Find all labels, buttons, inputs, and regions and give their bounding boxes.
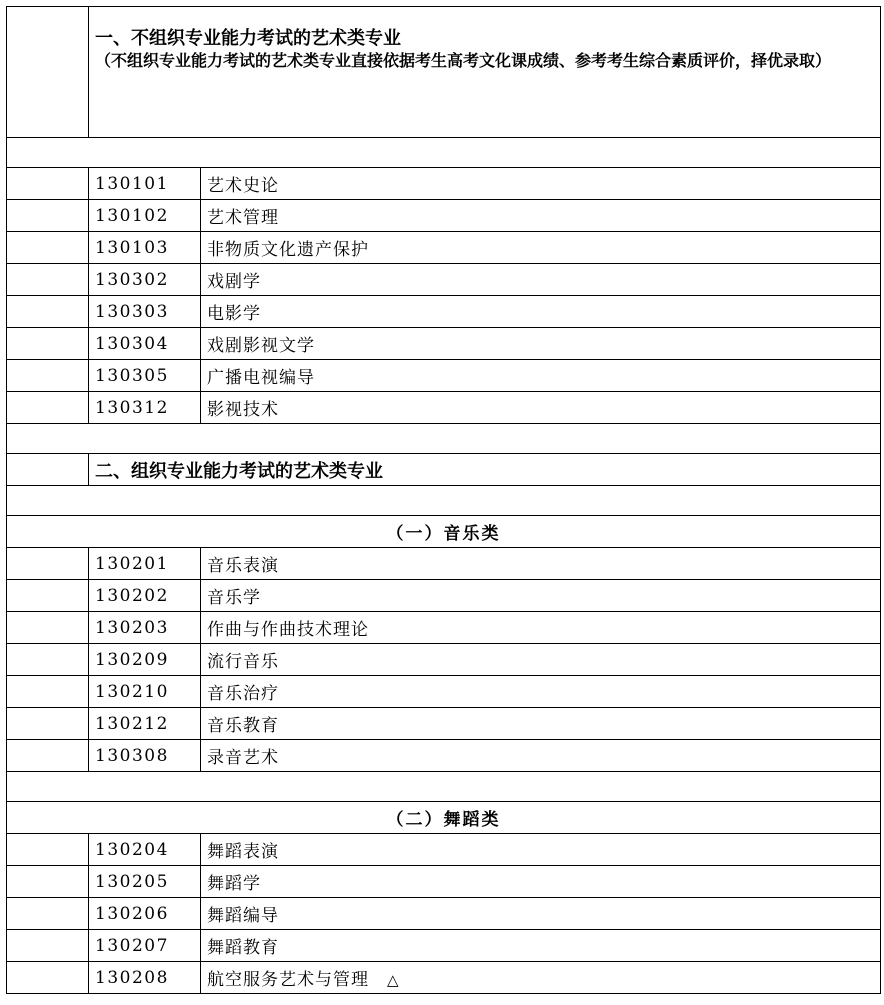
- section2-title: 二、组织专业能力考试的艺术类专业: [89, 454, 881, 486]
- empty-cell: [7, 232, 89, 264]
- empty-cell: [7, 264, 89, 296]
- empty-cell: [7, 708, 89, 740]
- blank-row: [7, 772, 881, 802]
- empty-cell: [7, 580, 89, 612]
- blank-row: [7, 138, 881, 168]
- blank-row: [7, 424, 881, 454]
- section1-heading: [89, 7, 881, 138]
- major-name-cell: [201, 200, 881, 232]
- major-code: 130206: [89, 898, 201, 930]
- major-code: 130208: [89, 962, 201, 994]
- major-name: 舞蹈教育: [207, 938, 279, 958]
- dance-heading-row: [7, 802, 881, 834]
- major-name-cell: [201, 168, 881, 200]
- major-code: 130101: [89, 168, 201, 200]
- major-code: 130102: [89, 200, 201, 232]
- major-name: 舞蹈表演: [207, 842, 279, 862]
- empty-cell: [7, 834, 89, 866]
- major-name-cell: [201, 232, 881, 264]
- major-name: 音乐教育: [207, 716, 279, 736]
- empty-cell: [7, 548, 89, 580]
- major-code: 130103: [89, 232, 201, 264]
- table-row: [7, 834, 881, 866]
- major-name-cell: [201, 834, 881, 866]
- empty-cell: [7, 200, 89, 232]
- major-code: 130202: [89, 580, 201, 612]
- dance-category-title: （二）舞蹈类: [7, 802, 881, 834]
- major-code: 130201: [89, 548, 201, 580]
- major-name-cell: [201, 866, 881, 898]
- major-name-cell: [201, 580, 881, 612]
- major-name: 影视技术: [207, 400, 279, 420]
- major-name-cell: [201, 930, 881, 962]
- table-row: [7, 168, 881, 200]
- major-code: 130203: [89, 612, 201, 644]
- blank-cell: [7, 772, 881, 802]
- major-name: 舞蹈学: [207, 874, 261, 894]
- major-code: 130308: [89, 740, 201, 772]
- empty-cell: [7, 930, 89, 962]
- major-name: 航空服务艺术与管理: [207, 970, 369, 990]
- blank-cell: [7, 138, 881, 168]
- major-code: 130204: [89, 834, 201, 866]
- table-body: [7, 7, 881, 994]
- table-row: [7, 200, 881, 232]
- empty-cell: [7, 740, 89, 772]
- major-name: 非物质文化遗产保护: [207, 240, 369, 260]
- triangle-mark-icon: △: [387, 971, 400, 989]
- table-row: [7, 392, 881, 424]
- empty-cell: [7, 360, 89, 392]
- empty-cell: [7, 7, 89, 138]
- major-name: 艺术管理: [207, 208, 279, 228]
- empty-cell: [7, 168, 89, 200]
- major-name-cell: [201, 740, 881, 772]
- table-row: [7, 612, 881, 644]
- table-row: [7, 930, 881, 962]
- table-row: [7, 548, 881, 580]
- music-category-title: （一）音乐类: [7, 516, 881, 548]
- empty-cell: [7, 454, 89, 486]
- section1-title: 一、不组织专业能力考试的艺术类专业: [95, 28, 401, 49]
- table-row: [7, 708, 881, 740]
- empty-cell: [7, 296, 89, 328]
- major-name: 舞蹈编导: [207, 906, 279, 926]
- major-name: 音乐治疗: [207, 684, 279, 704]
- table-row: [7, 296, 881, 328]
- major-name: 艺术史论: [207, 176, 279, 196]
- major-code: 130305: [89, 360, 201, 392]
- empty-cell: [7, 962, 89, 994]
- table-row: [7, 898, 881, 930]
- empty-cell: [7, 676, 89, 708]
- major-name-cell: [201, 676, 881, 708]
- table-row: [7, 264, 881, 296]
- major-name: 音乐学: [207, 588, 261, 608]
- major-code: 130302: [89, 264, 201, 296]
- section2-heading-row: [7, 454, 881, 486]
- major-name: 录音艺术: [207, 748, 279, 768]
- major-catalog-table: [6, 6, 881, 994]
- major-code: 130212: [89, 708, 201, 740]
- blank-cell: [7, 486, 881, 516]
- major-name-cell: [201, 296, 881, 328]
- empty-cell: [7, 392, 89, 424]
- major-name-cell: [201, 898, 881, 930]
- music-heading-row: [7, 516, 881, 548]
- table-row: [7, 962, 881, 994]
- table-row: [7, 866, 881, 898]
- major-name-cell: [201, 264, 881, 296]
- major-name-cell: [201, 548, 881, 580]
- major-code: 130303: [89, 296, 201, 328]
- major-name-cell: [201, 328, 881, 360]
- major-name-cell: [201, 612, 881, 644]
- table-row: [7, 644, 881, 676]
- major-code: 130205: [89, 866, 201, 898]
- table-row: [7, 580, 881, 612]
- major-name-cell: [201, 360, 881, 392]
- major-name: 流行音乐: [207, 652, 279, 672]
- blank-cell: [7, 424, 881, 454]
- major-name-cell: [201, 392, 881, 424]
- major-name-cell: [201, 644, 881, 676]
- table-row: [7, 328, 881, 360]
- major-code: 130207: [89, 930, 201, 962]
- section1-subtitle: （不组织专业能力考试的艺术类专业直接依据考生高考文化课成绩、参考考生综合素质评价，择优录取）: [95, 51, 832, 70]
- major-name: 音乐表演: [207, 556, 279, 576]
- table-row: [7, 740, 881, 772]
- empty-cell: [7, 898, 89, 930]
- blank-row: [7, 486, 881, 516]
- section1-heading-row: [7, 7, 881, 138]
- empty-cell: [7, 328, 89, 360]
- major-name: 戏剧学: [207, 272, 261, 292]
- major-name-cell: [201, 962, 881, 994]
- empty-cell: [7, 644, 89, 676]
- empty-cell: [7, 866, 89, 898]
- table-row: [7, 676, 881, 708]
- major-name: 广播电视编导: [207, 368, 315, 388]
- major-code: 130312: [89, 392, 201, 424]
- table-row: [7, 232, 881, 264]
- empty-cell: [7, 612, 89, 644]
- major-name: 戏剧影视文学: [207, 336, 315, 356]
- major-code: 130304: [89, 328, 201, 360]
- major-name: 电影学: [207, 304, 261, 324]
- major-code: 130209: [89, 644, 201, 676]
- major-code: 130210: [89, 676, 201, 708]
- major-name: 作曲与作曲技术理论: [207, 620, 369, 640]
- major-name-cell: [201, 708, 881, 740]
- table-row: [7, 360, 881, 392]
